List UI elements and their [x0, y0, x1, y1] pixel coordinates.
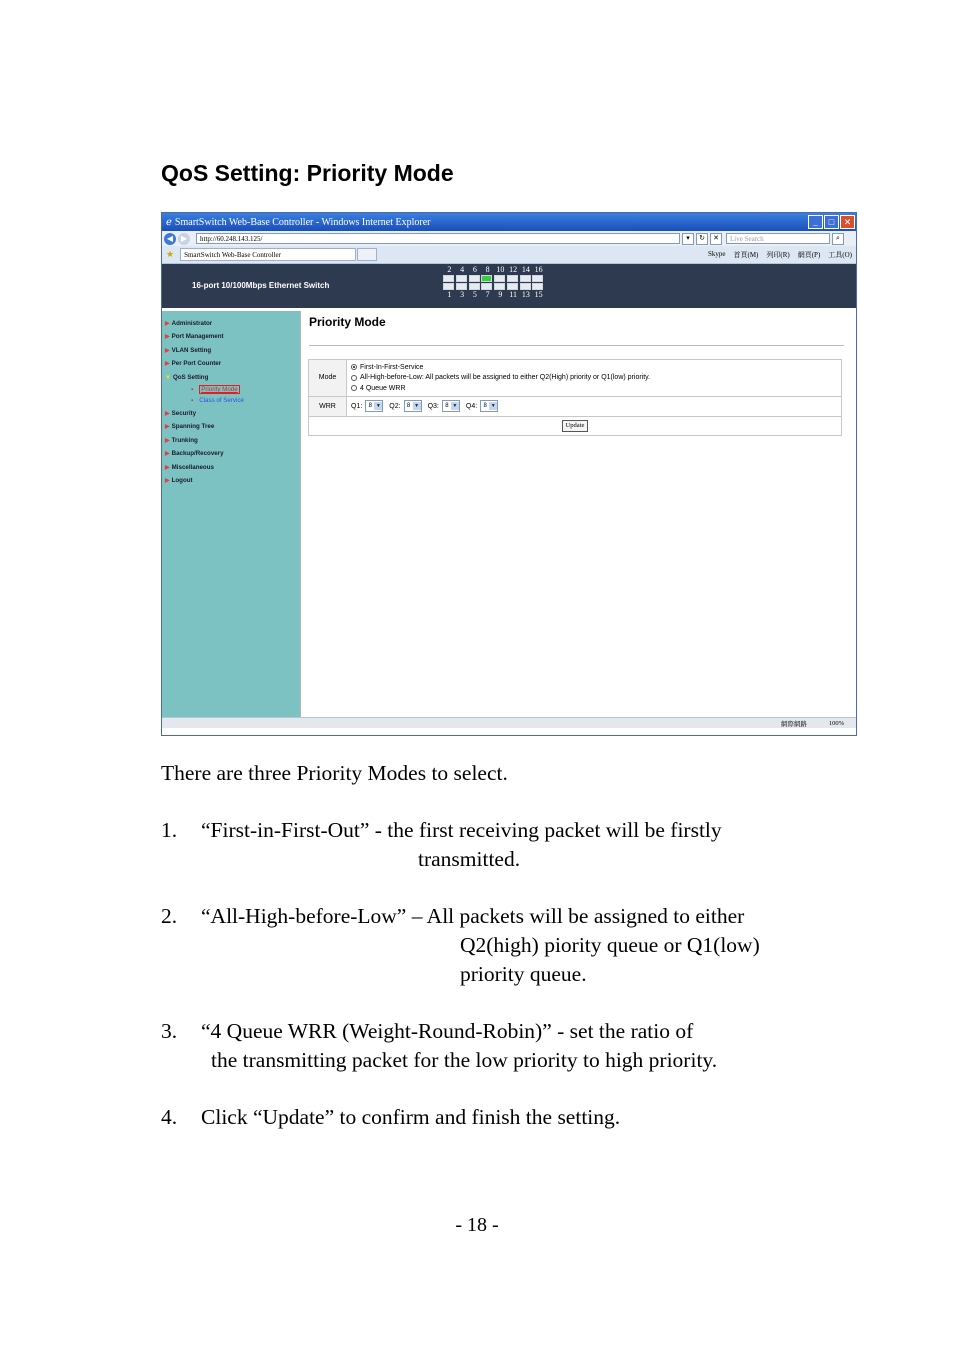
chevron-down-icon[interactable]: ▼: [490, 403, 496, 409]
address-dropdown-icon[interactable]: ▾: [682, 233, 694, 245]
q4-label: Q4:: [465, 402, 478, 410]
page-title: Priority Mode: [309, 315, 386, 329]
list-item-2-line-1: “All-High-before-Low” – All packets will be assigned to either: [201, 904, 745, 928]
browser-window-screenshot: [161, 212, 857, 736]
port-1-led: [443, 283, 454, 290]
port-9-led: [494, 283, 505, 290]
q3-label: Q3:: [427, 402, 439, 410]
radio-first-in-first-service[interactable]: First-In-First-Service: [351, 362, 837, 373]
window-titlebar: [162, 213, 856, 231]
port-10-led: [494, 275, 505, 282]
q4-select[interactable]: 8 ▼: [480, 400, 498, 412]
sidebar-item-port-management[interactable]: ▶ Port Management: [165, 333, 224, 341]
maximize-button[interactable]: □: [824, 215, 839, 229]
page-number: - 18 -: [455, 1214, 499, 1236]
sidebar-item-per-port-counter[interactable]: ▶ Per Port Counter: [165, 360, 222, 368]
q1-label: Q1:: [351, 402, 363, 410]
title-divider: [309, 345, 844, 346]
sidebar-item-security[interactable]: ▶ Security: [165, 409, 197, 417]
port-grid: [443, 275, 545, 290]
port-number-label: 9: [498, 290, 503, 299]
live-search-input[interactable]: Live Search: [726, 233, 830, 244]
port-numbers-top: [443, 265, 545, 274]
address-bar-row: [162, 231, 856, 246]
back-arrow-icon[interactable]: ◀: [164, 233, 176, 245]
list-number-1: 1.: [161, 818, 178, 842]
list-item-1-line-1: “First-in-First-Out” - the first receiving packet will be firstly: [201, 818, 722, 842]
sidebar-item-vlan-setting[interactable]: ▶ VLAN Setting: [165, 346, 212, 354]
wrr-row: [309, 397, 841, 417]
browser-tab[interactable]: SmartSwitch Web-Base Controller: [180, 248, 356, 261]
port-12-led: [507, 275, 518, 282]
new-tab-button[interactable]: [357, 248, 377, 261]
port-number-label: 13: [521, 290, 530, 299]
list-number-2: 2.: [161, 904, 178, 928]
port-status-panel: [443, 265, 545, 307]
port-4-led: [456, 275, 467, 282]
arrow-right-icon: ▶: [165, 477, 170, 484]
port-5-led: [469, 283, 480, 290]
list-number-4: 4.: [161, 1105, 178, 1129]
list-item-4-line-1: Click “Update” to confirm and finish the setting.: [201, 1105, 621, 1129]
radio-unselected-icon[interactable]: [351, 385, 357, 391]
sidebar-item-qos-setting[interactable]: ▼ QoS Setting: [165, 373, 209, 381]
arrow-right-icon: ▶: [165, 347, 170, 354]
port-7-led: [481, 283, 492, 290]
ie-logo-icon: ℯ: [166, 216, 172, 228]
favorites-star-icon[interactable]: ★: [166, 249, 175, 259]
list-item-2-line-3: priority queue.: [460, 962, 587, 986]
port-number-label: 10: [496, 265, 505, 274]
intro-text: There are three Priority Modes to select.: [161, 761, 508, 785]
home-button[interactable]: 首頁(M): [733, 250, 759, 259]
port-number-label: 11: [509, 290, 517, 299]
mode-row: [309, 360, 841, 397]
status-bar: [162, 717, 856, 728]
button-row: [309, 417, 841, 435]
list-item-3-line-2: the transmitting packet for the low priority to high priority.: [211, 1048, 718, 1072]
arrow-right-icon: ▶: [165, 321, 170, 327]
port-number-label: 7: [485, 290, 490, 299]
refresh-icon[interactable]: ↻: [696, 233, 708, 245]
chevron-down-icon[interactable]: ▼: [414, 403, 420, 409]
tools-menu-button[interactable]: 工具(O): [828, 250, 852, 259]
list-item-1-line-2: transmitted.: [418, 847, 521, 871]
sidebar-item-trunking[interactable]: ▶ Trunking: [165, 436, 198, 444]
port-8-led: [481, 275, 492, 282]
arrow-right-icon: ▶: [165, 464, 170, 471]
port-13-led: [520, 283, 531, 290]
port-number-label: 2: [447, 265, 452, 274]
arrow-right-icon: ▶: [165, 334, 170, 341]
port-number-label: 4: [460, 265, 465, 274]
port-number-label: 15: [534, 290, 543, 299]
sidebar-item-administrator[interactable]: ▶ Administrator: [165, 320, 213, 327]
port-numbers-bottom: [443, 290, 545, 299]
port-6-led: [469, 275, 480, 282]
arrow-right-icon: ▶: [165, 437, 170, 444]
q1-select[interactable]: 8 ▼: [365, 400, 383, 412]
zoom-level[interactable]: 100%: [828, 719, 844, 727]
sidebar-item-miscellaneous[interactable]: ▶ Miscellaneous: [165, 463, 214, 471]
port-number-label: 14: [521, 265, 530, 274]
port-number-label: 1: [447, 290, 452, 299]
arrow-right-icon: ▶: [165, 451, 170, 458]
port-2-led: [443, 275, 454, 282]
forward-arrow-icon[interactable]: ▶: [178, 233, 190, 245]
port-14-led: [520, 275, 531, 282]
chevron-down-icon[interactable]: ▼: [452, 403, 458, 409]
port-11-led: [507, 283, 518, 290]
banner-title: 16-port 10/100Mbps Ethernet Switch: [192, 281, 330, 290]
arrow-right-icon: ▶: [165, 361, 170, 368]
sidebar-item-backup-recovery[interactable]: ▶ Backup/Recovery: [165, 450, 224, 458]
port-number-label: 6: [472, 265, 477, 274]
port-3-led: [456, 283, 467, 290]
radio-all-high-before-low[interactable]: All-High-before-Low: All packets will be assigned to either Q2(High) priority or Q1(low) priority.: [351, 373, 837, 384]
sidebar-subitem-priority-mode[interactable]: ▪ Priority Mode: [191, 385, 238, 393]
arrow-right-icon: ▶: [165, 410, 170, 417]
list-item-2-line-2: Q2(high) piority queue or Q1(low): [460, 933, 760, 957]
skype-button[interactable]: Skype: [707, 249, 726, 258]
update-button[interactable]: Update: [562, 420, 589, 432]
chevron-down-icon[interactable]: ▼: [375, 403, 381, 409]
sidebar-menu: [162, 311, 301, 717]
window-title: SmartSwitch Web-Base Controller - Windows Internet Explorer: [174, 216, 431, 228]
arrow-right-icon: ▶: [165, 424, 170, 431]
bullet-icon: ▪: [191, 397, 194, 405]
page-menu-button[interactable]: 網頁(P): [797, 250, 821, 259]
sidebar-subitem-class-of-service[interactable]: ▪ Class of Service: [191, 397, 244, 405]
stop-icon[interactable]: ✕: [710, 233, 722, 245]
main-content: [301, 311, 856, 717]
wrr-label: WRR: [309, 397, 347, 416]
search-icon[interactable]: ⌕: [832, 233, 844, 245]
sidebar-item-logout[interactable]: ▶ Logout: [165, 476, 193, 484]
mode-label: Mode: [309, 360, 347, 396]
port-16-led: [532, 275, 543, 282]
port-number-label: 5: [472, 290, 477, 299]
print-button[interactable]: 列印(R): [766, 250, 790, 259]
radio-selected-icon[interactable]: [351, 364, 357, 370]
minimize-button[interactable]: _: [808, 215, 823, 229]
arrow-down-icon: ▼: [165, 374, 171, 381]
port-number-label: 3: [460, 290, 465, 299]
list-number-3: 3.: [161, 1019, 178, 1043]
tab-row: [162, 246, 856, 264]
priority-mode-form: [308, 359, 842, 436]
section-heading: QoS Setting: Priority Mode: [161, 160, 454, 186]
address-input[interactable]: http://60.248.143.125/: [196, 233, 680, 244]
q2-label: Q2:: [389, 402, 401, 410]
internet-zone-status: 網際網路: [780, 720, 807, 728]
bullet-icon: ▪: [191, 385, 194, 393]
port-number-label: 8: [485, 265, 490, 274]
port-number-label: 16: [534, 265, 543, 274]
q2-select[interactable]: 8 ▼: [404, 400, 422, 412]
list-item-3-line-1: “4 Queue WRR (Weight-Round-Robin)” - set the ratio of: [201, 1019, 694, 1043]
q3-select[interactable]: 8 ▼: [442, 400, 460, 412]
port-15-led: [532, 283, 543, 290]
switch-banner: [162, 264, 856, 308]
radio-unselected-icon[interactable]: [351, 375, 357, 381]
close-button[interactable]: ✕: [840, 215, 855, 229]
radio-4-queue-wrr[interactable]: 4 Queue WRR: [351, 383, 837, 394]
sidebar-item-spanning-tree[interactable]: ▶ Spanning Tree: [165, 423, 215, 431]
port-number-label: 12: [509, 265, 518, 274]
